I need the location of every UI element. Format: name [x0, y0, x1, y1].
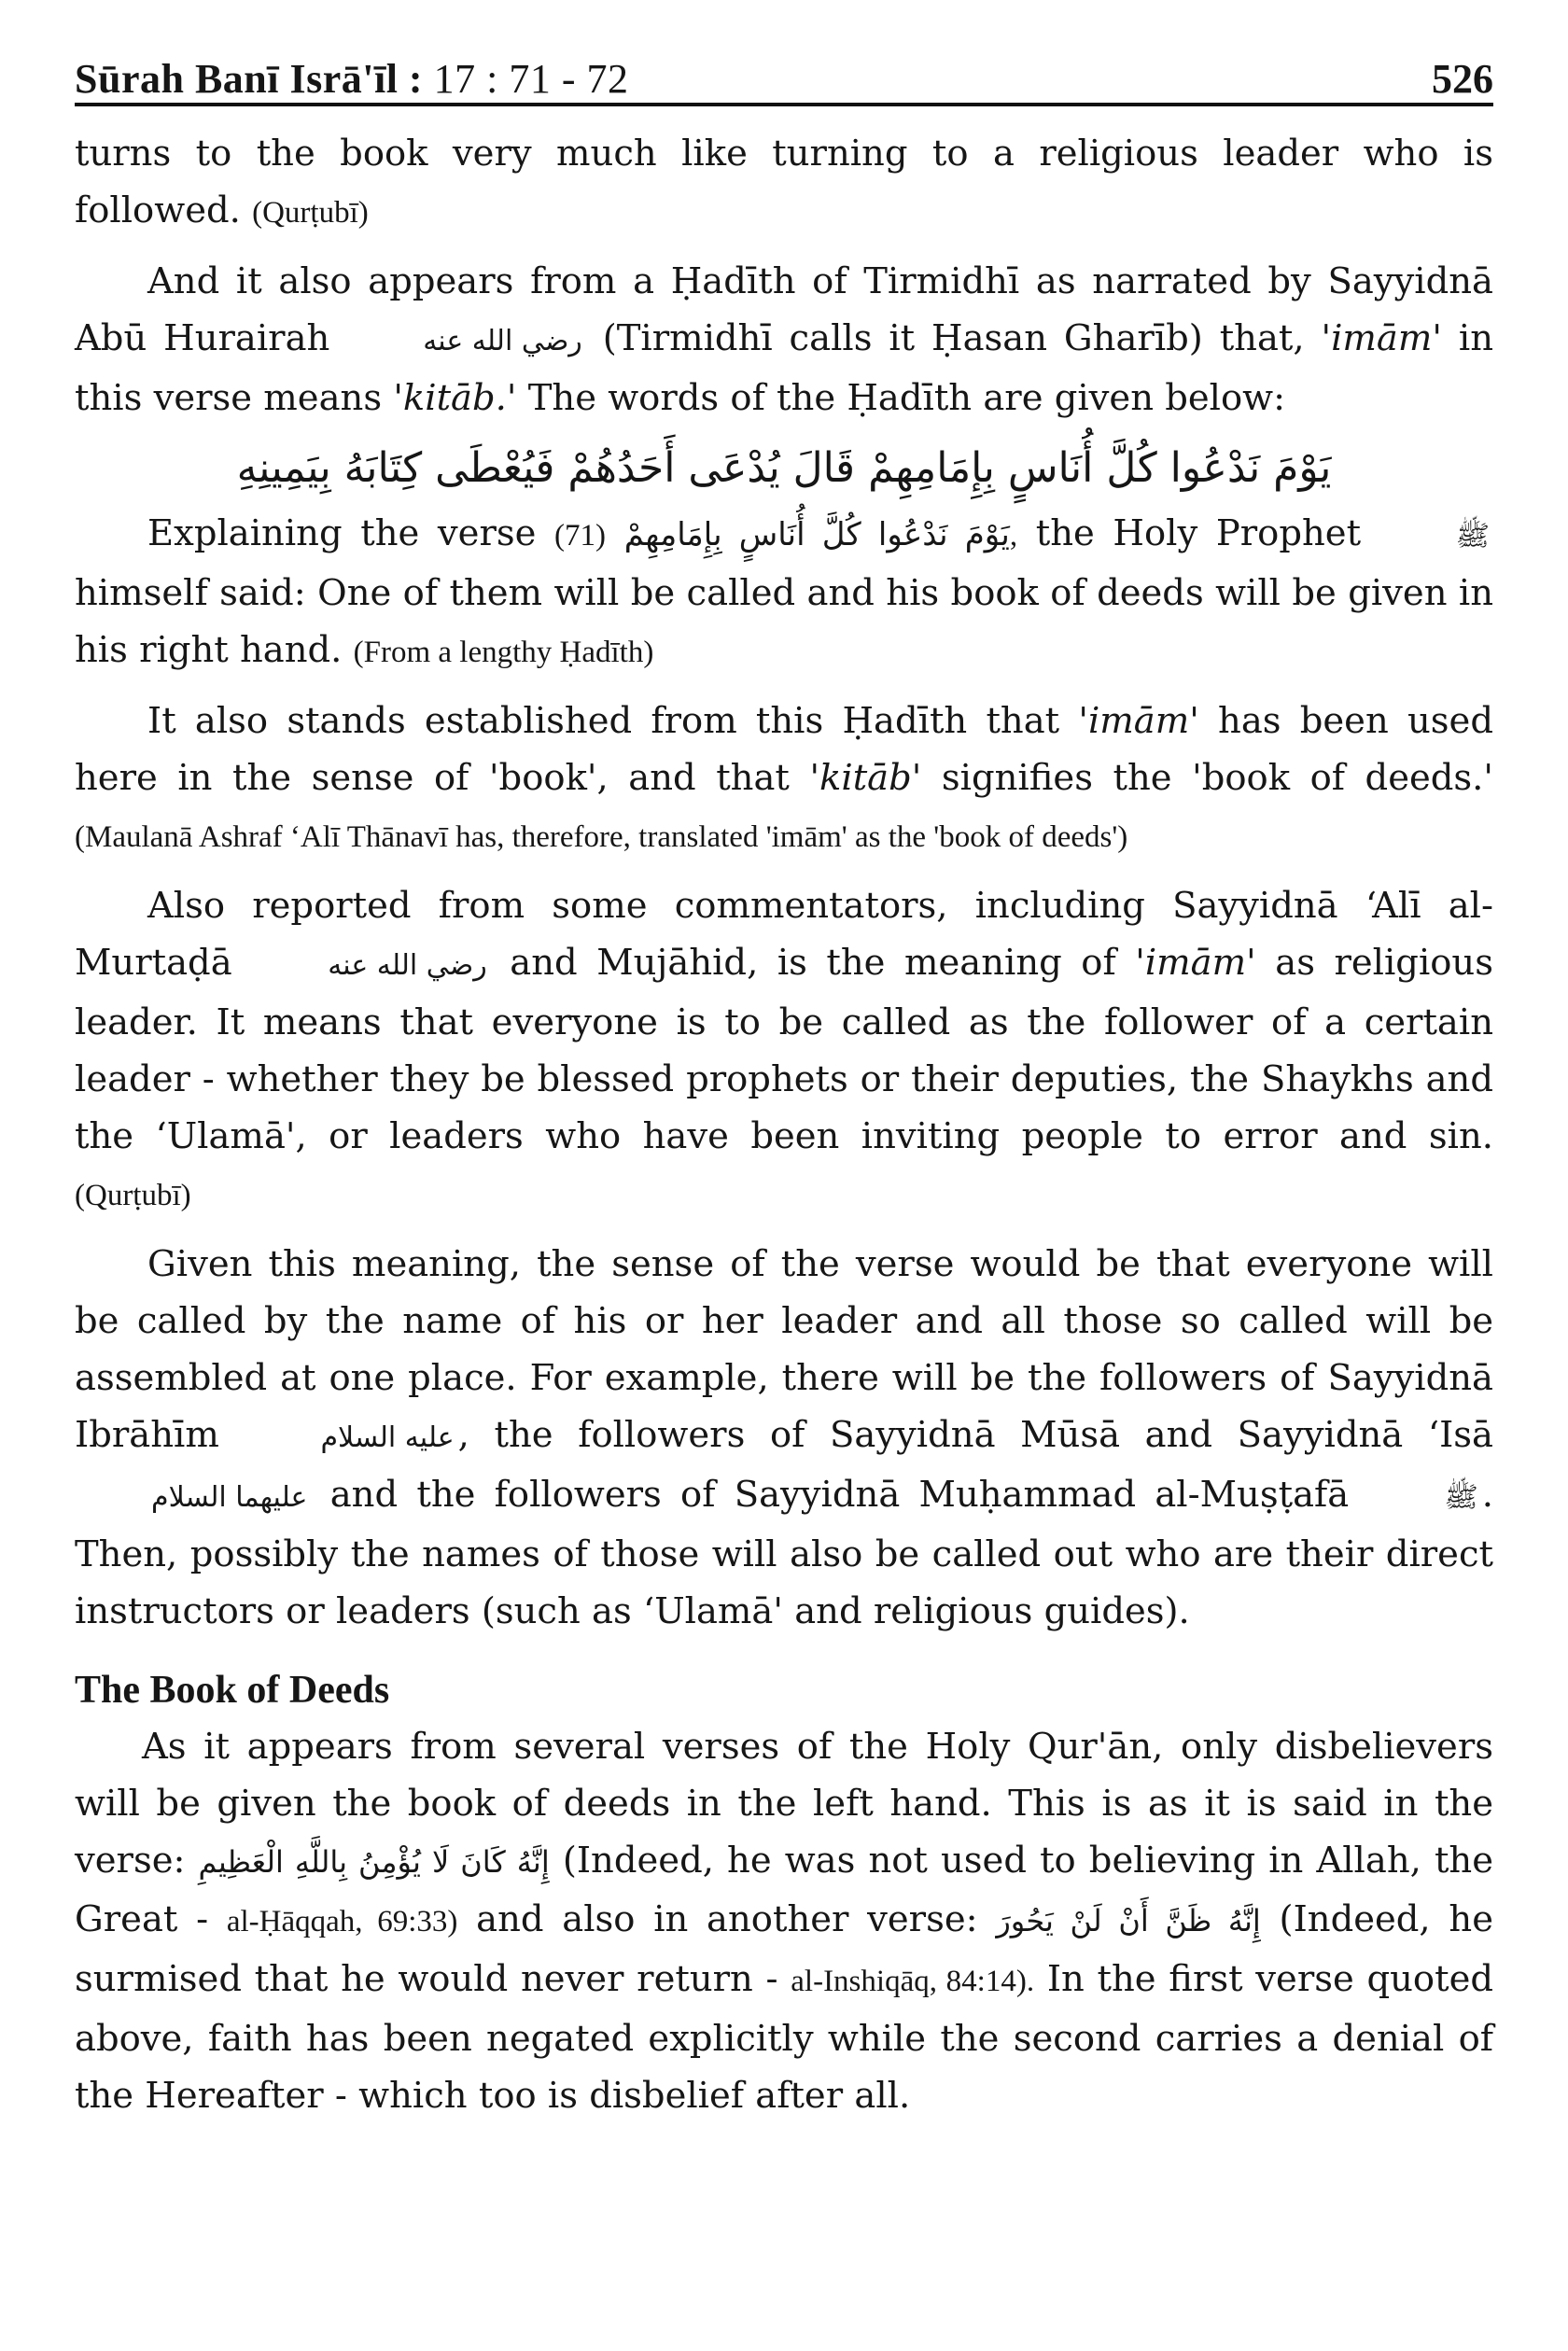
paragraph-text: (Indeed, he was not used to believing in Allah, the Great - [75, 1840, 1493, 1940]
paragraph-text: in this verse means [75, 317, 1493, 419]
arabic-verse: إِنَّهُ كَانَ لَا يُؤْمِنُ بِاللَّهِ الْعَظِيمِ [198, 1844, 550, 1880]
paragraph-text: the Holy Prophet [1035, 512, 1362, 554]
honorific-glyph: عليه السلام [320, 1421, 455, 1454]
arabic-verse: يَوْمَ نَدْعُوا كُلَّ أُنَاسٍ بِإِمَامِهِمْ [623, 516, 1010, 553]
paragraph-text: As it appears from several verses of the Holy Qur'ān, only disbelievers will be given the book of deeds in the left hand. This is as it is said in the verse: [75, 1726, 1493, 1882]
paragraph-1 [75, 125, 1493, 242]
source-citation: (From a lengthy Ḥadīth) [353, 636, 654, 669]
paragraph-text: , the followers of Sayyidnā Mūsā and Sayyidnā ʻIsā [457, 1414, 1493, 1456]
paragraph-text: Also reported from some commentators, including Sayyidnā ʻAlī al-Murtaḍā [75, 885, 1493, 984]
paragraph-text: and the followers of Sayyidnā Muḥammad al-Muṣṭafā [329, 1474, 1350, 1516]
paragraph-2 [75, 253, 1493, 427]
source-citation: (Maulanā Ashraf ʻAlī Thānavī has, therefore, translated 'imām' as the 'book of deeds') [75, 820, 1128, 854]
page-body [75, 125, 1493, 2124]
page-number: 526 [1432, 56, 1493, 102]
honorific-glyph: عليهما السلام [151, 1481, 308, 1514]
source-citation: (Qurṭubī) [75, 1179, 191, 1212]
paragraph-7 [75, 1718, 1493, 2124]
paragraph-text: Given this meaning, the sense of the verse would be that everyone will be called by the name of his or her leader and all those so called will be assembled at one place. For example, there will be the followers of Sayyidnā Ibrāhīm [75, 1243, 1493, 1456]
verse-number: (71), [554, 519, 1018, 553]
surah-name: Sūrah Banī Isrā'īl : [75, 56, 424, 102]
paragraph-text: and Mujāhid, is the meaning of [510, 942, 1116, 984]
section-heading: The Book of Deeds [75, 1669, 390, 1712]
honorific-glyph: رضي الله عنه [328, 949, 487, 982]
paragraph-text: signifies the 'book of deeds.' [941, 757, 1493, 799]
paragraph-4 [75, 693, 1493, 866]
paragraph-text: And it also appears from a Ḥadīth of Tirmidhī as narrated by Sayyidnā Abū Hurairah [75, 260, 1493, 359]
running-header [75, 37, 1493, 106]
header-title [75, 55, 628, 103]
term-imam: 'imām' [1321, 317, 1442, 359]
paragraph-6 [75, 1236, 1493, 1640]
paragraph-text: himself said: One of them will be called and his book of deeds will be given in his right hand. [75, 572, 1493, 671]
page [75, 37, 1493, 2135]
paragraph-text: The words of the Ḥadīth are given below: [527, 377, 1286, 419]
verse-citation: al-Ḥāqqah, 69:33) [226, 1905, 458, 1938]
term-imam: 'imām' [1135, 942, 1256, 984]
arabic-verse: إِنَّهُ ظَنَّ أَنْ لَنْ يَحُورَ [996, 1903, 1261, 1938]
honorific-glyph: رضي الله عنه [423, 325, 582, 357]
term-kitab: 'kitāb' [809, 757, 922, 799]
paragraph-text: and also in another verse: [476, 1898, 978, 1940]
paragraph-text: It also stands established from this Ḥadīth that [147, 700, 1060, 742]
paragraph-text: In the first verse quoted above, faith has been negated explicitly while the second carries a denial of the Hereafter - which too is disbelief after all. [75, 1958, 1494, 2117]
verse-reference: 17 : 71 - 72 [433, 56, 629, 102]
paragraph-text: Explaining the verse [147, 512, 537, 554]
arabic-hadith: يَوْمَ نَدْعُوا كُلَّ أُنَاسٍ بِإِمَامِهِمْ قَالَ يُدْعَى أَحَدُهُمْ فَيُعْطَى كِتَابَهُ بِيَمِينِهِ [236, 444, 1332, 492]
honorific-glyph: ﷺ [1444, 1481, 1478, 1514]
paragraph-text: . Then, possibly the names of those will also be called out who are their direct instructors or leaders (such as ʻUlamā' and religious guides). [75, 1474, 1493, 1632]
source-citation: (Qurṭubī) [252, 196, 369, 230]
term-imam: 'imām' [1078, 700, 1199, 742]
paragraph-text: (Tirmidhī calls it Ḥasan Gharīb) that, [602, 317, 1305, 359]
verse-citation: al-Inshiqāq, 84:14). [791, 1965, 1035, 1998]
paragraph-3 [75, 505, 1493, 681]
paragraph-text: (Indeed, he surmised that he would never return - [75, 1898, 1493, 2000]
paragraph-text: has been used here in the sense of 'book', and that [75, 700, 1493, 799]
term-kitab: 'kitāb.' [393, 377, 517, 419]
paragraph-text: turns to the book very much like turning to a religious leader who is followed. [75, 133, 1493, 231]
paragraph-5 [75, 877, 1493, 1224]
paragraph-text: as religious leader. It means that everyone is to be called as the follower of a certain leader - whether they be blessed prophets or their deputies, the Shaykhs and the ʻUlamā', or leaders who have been inviting people to error and sin. [75, 942, 1493, 1157]
honorific-glyph: ﷺ [1455, 520, 1490, 553]
